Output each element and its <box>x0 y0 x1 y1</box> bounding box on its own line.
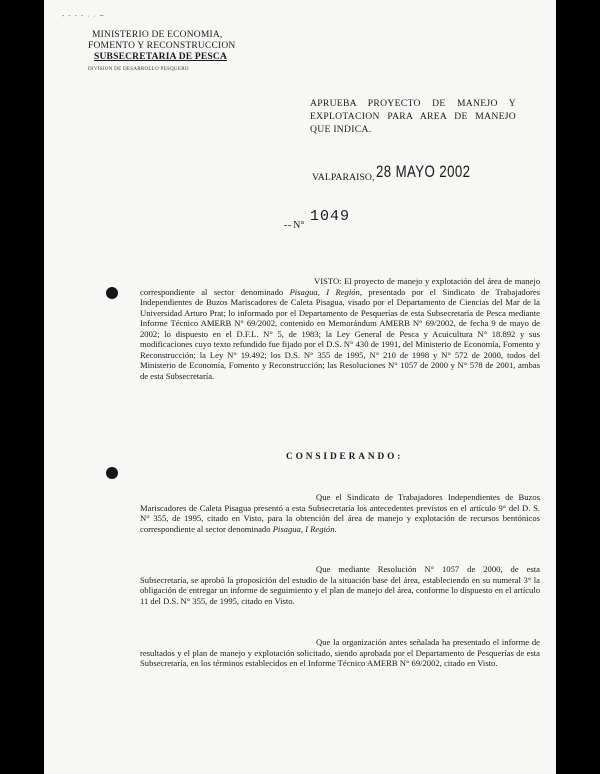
punch-hole <box>106 467 118 479</box>
considerando-3-text: Que la organización antes señalada ha presentado el informe de resultados y el plan de manejo y explotación solicitado, siendo aprobada por el Departamento de Pesquerías de esta Subsecretaría, en los términos establecidos en el Informe Técnico AMERB N° 69/2002, citado en Visto. <box>140 637 540 669</box>
resolution-number: 1049 <box>310 208 351 225</box>
considerando-2-text: Que mediante Resolución N° 1057 de 2000, de esta Subsecretaría, se aprobó la proposición del estudio de la situación base del área, estableciendo en su numeral 3° la obligación de entregar un informe de seguimiento y el plan de manejo del área, conforme lo dispuesto en el artículo 11 del D.S. N° 355, de 1995, citado en Visto. <box>140 564 540 606</box>
punch-hole <box>106 287 118 299</box>
number-label <box>284 220 304 231</box>
subsecretaria-line: SUBSECRETARIA DE PESCA <box>94 52 228 62</box>
considerando-paragraph-1 <box>140 492 540 534</box>
visto-text: , presentado por el Sindicato de Trabajadores Independientes de Buzos Mariscadores de Caleta Pisagua, visado por el Departamento de Ciencias del Mar de la Universidad Arturo Prat; lo informado por el Departamento de Pesquerías de esta Subsecretaría de Pesca mediante Informe Técnico AMERB N° 69/2002, contenido en Memorándum AMERB N° 69/2002, de fecha 9 de mayo de 2002; lo dispuesto en el D.F.L. N° 5, de 1983; la Ley General de Pesca y Acuicultura N° 18.892 y sus modificaciones cuyo texto refundido fue fijado por el D.S. N° 430 de 1991, del Ministerio de Economía, Fomento y Reconstrucción; la Ley N° 19.492; los D.S. N° 355 de 1995, N° 210 de 1998 y N° 572 de 2000, todos del Ministerio de Economía, Fomento y Reconstrucción; las Resoluciones N° 1057 de 2000 y N° 578 de 2001, ambas de esta Subsecretaría. <box>140 286 541 381</box>
visto-lead: VISTO: El proyecto de manejo y explotación del área de manejo correspondiente al sector denominado <box>140 276 540 297</box>
ministry-line-2: FOMENTO Y RECONSTRUCCION <box>88 41 236 51</box>
visto-paragraph <box>140 276 540 381</box>
division-line: DIVISION DE DESARROLLO PESQUERO <box>88 67 189 72</box>
ministry-line: MINISTERIO DE ECONOMIA, <box>92 30 223 40</box>
considerando-paragraph-2 <box>140 564 540 606</box>
handwritten-mark: - - - - · · ~ <box>62 13 105 20</box>
letterhead <box>88 30 288 75</box>
place-label: VALPARAISO, <box>312 172 375 183</box>
visto-sector: Pisagua, I Región <box>289 286 360 297</box>
document-page <box>44 0 556 774</box>
document-subject: APRUEBA PROYECTO DE MANEJO Y EXPLOTACION PARA AREA DE MANEJO QUE INDICA. <box>310 98 516 135</box>
considerando-paragraph-3 <box>140 637 540 669</box>
number-dash: - - <box>284 220 291 231</box>
considerando-heading: CONSIDERANDO: <box>286 452 404 462</box>
date-stamp: 28 MAYO 2002 <box>376 162 471 181</box>
considerando-1-text: Que el Sindicato de Trabajadores Independientes de Buzos Mariscadores de Caleta Pisagua presentó a esta Subsecretaría los antecedentes previstos en el artículo 9° del D. S. N° 355, de 1995, citado en Visto, para la obtención del área de manejo y explotación de recursos bentónicos correspondiente al sector denominado <box>140 492 540 534</box>
number-sign: N° <box>293 220 305 231</box>
considerando-1-sector: Pisagua, I Región. <box>272 523 337 534</box>
